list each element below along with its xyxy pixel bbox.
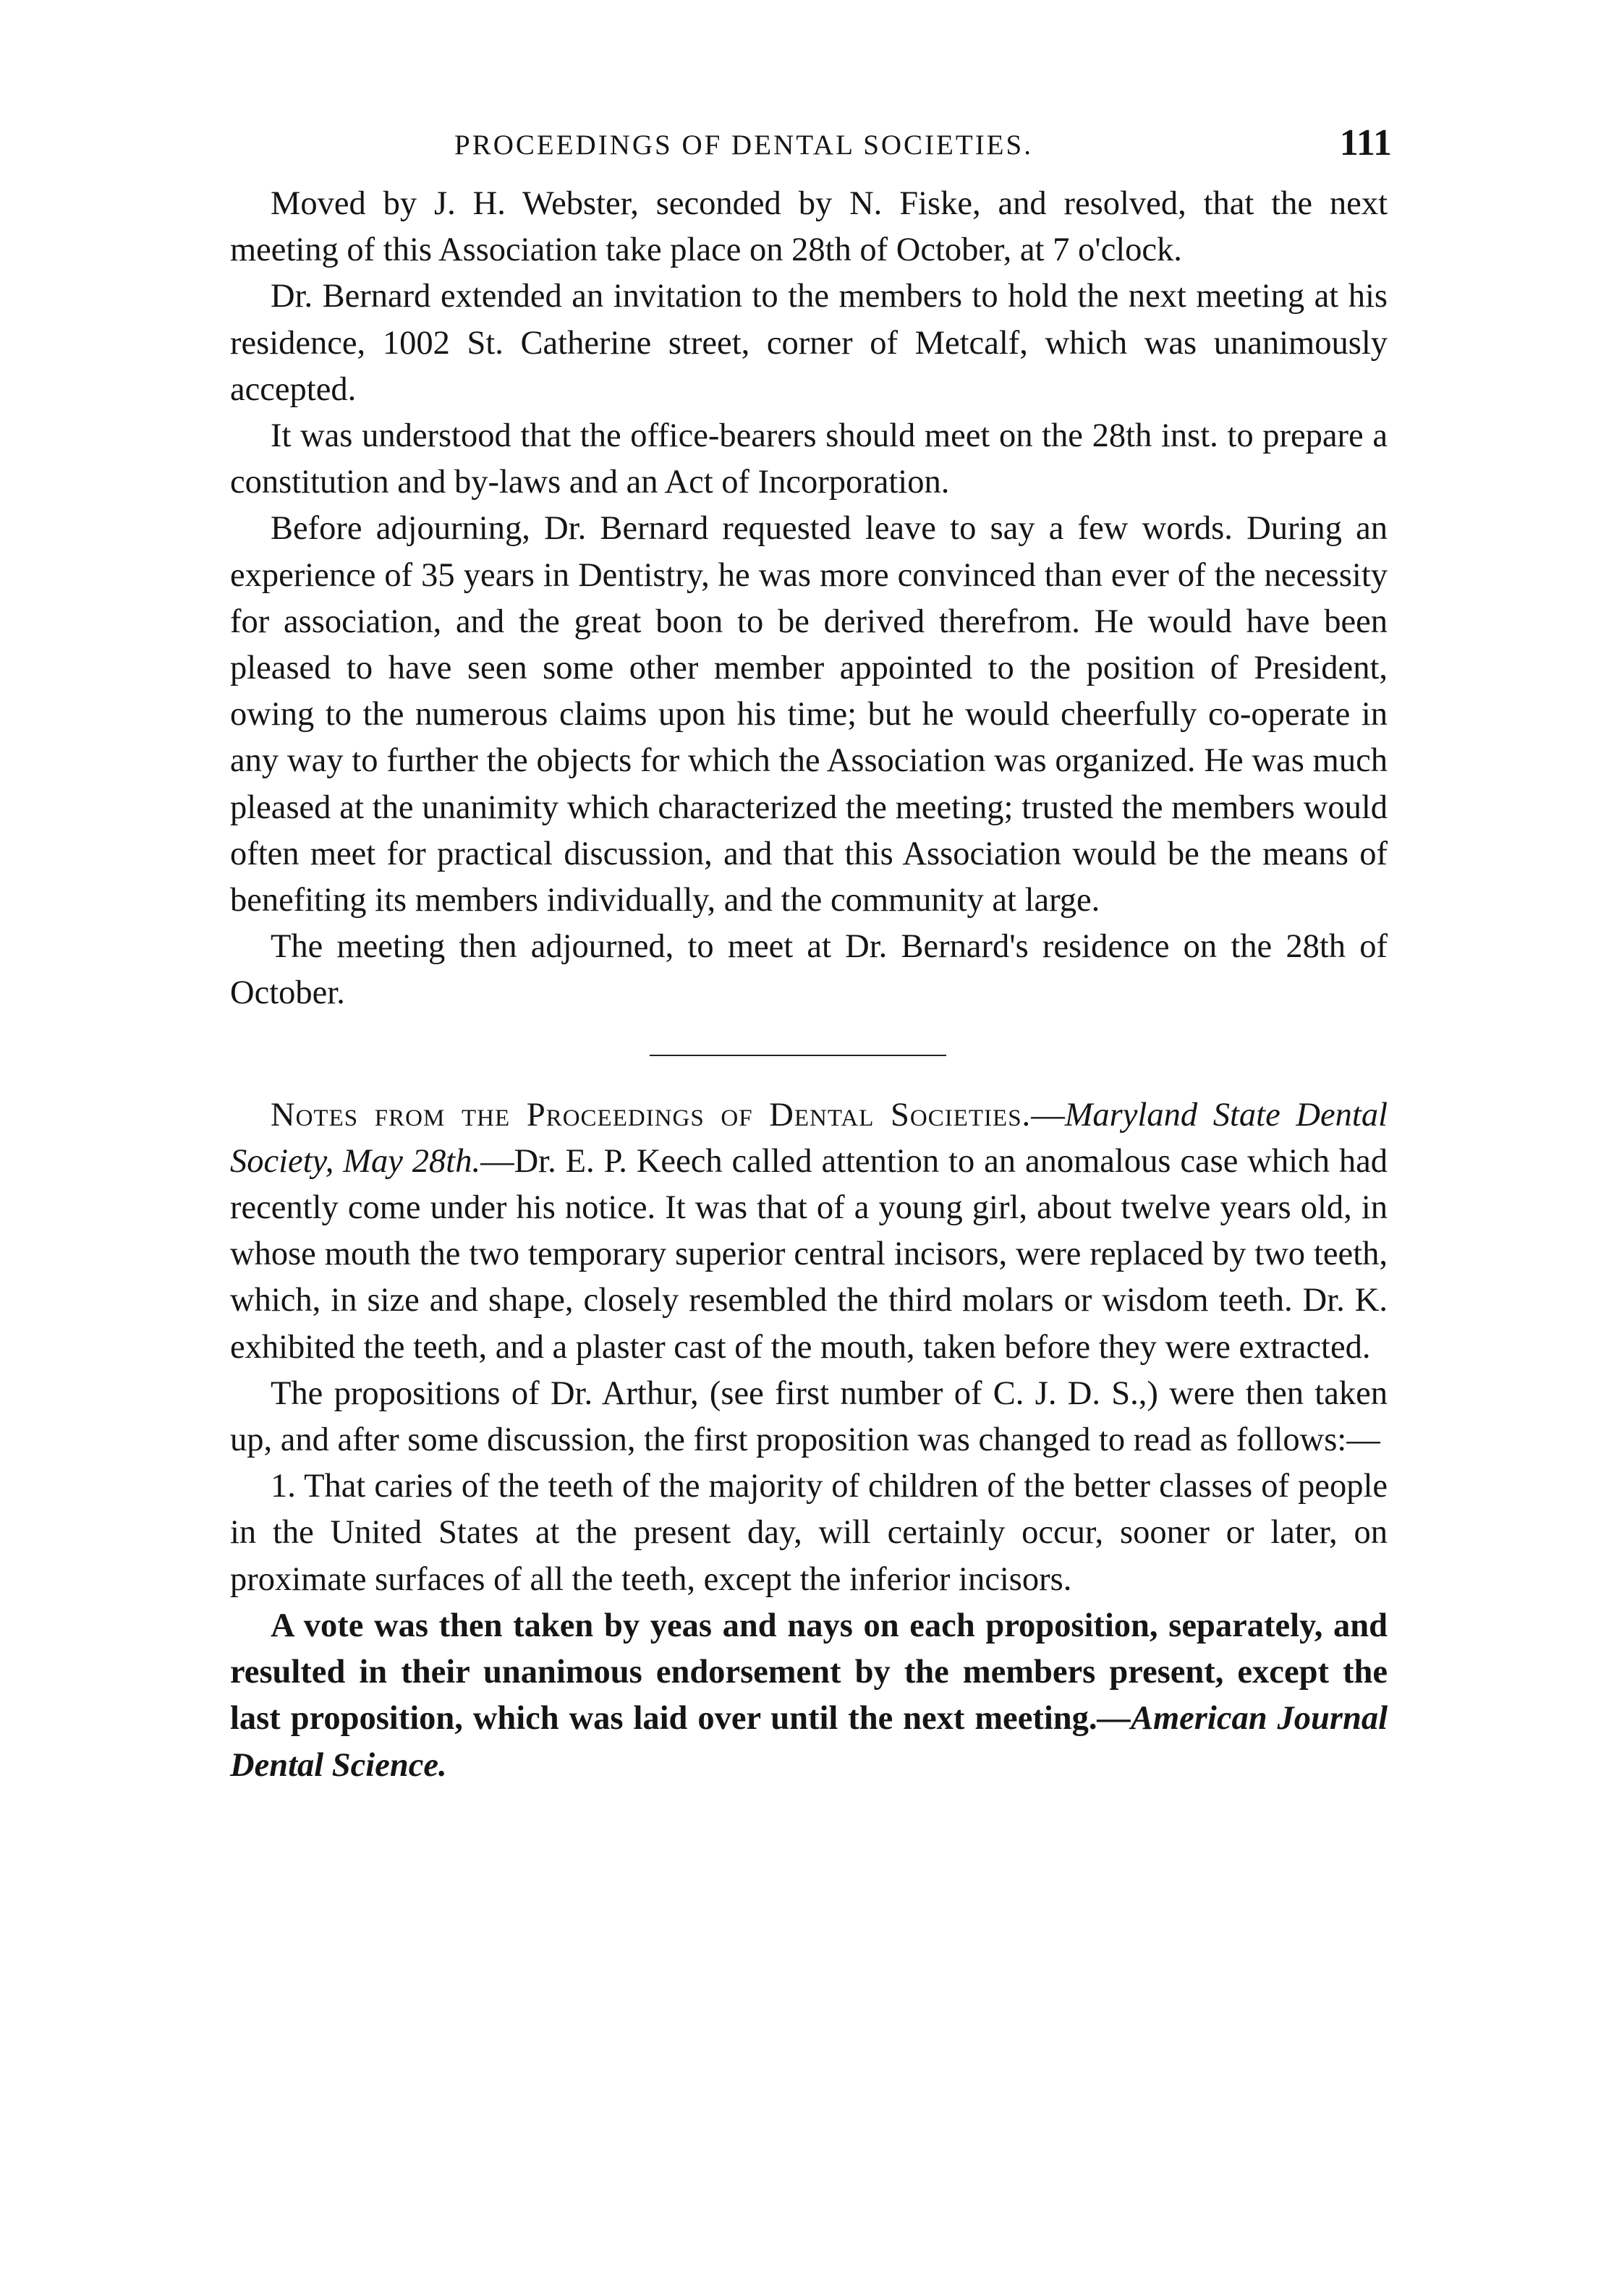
- paragraph-vote: [230, 1603, 1388, 1789]
- paragraph-motion: Moved by J. H. Webster, seconded by N. Fiske, and resolved, that the next meeting of this Association take place on 28th of October, at 7 o'clock.: [230, 185, 1388, 269]
- association-minutes: [230, 181, 1388, 1017]
- page-header: [230, 122, 1392, 181]
- paragraph-proposition-one: 1. That caries of the teeth of the majority of children of the better classes of people in the United States at the present day, will certainly occur, sooner or later, on proximate surfaces of all the teeth, except the inferior incisors.: [230, 1468, 1388, 1598]
- society-name: Maryland State Dental Society, May 28th.: [230, 1096, 1388, 1180]
- notes-intro-text: —Dr. E. P. Keech called attention to an anomalous case which had recently come under his notice. It was that of a young girl, about twelve years old, in whose mouth the two temporary superior central incisors, were replaced by two teeth, which, in size and shape, closely resembled the third molars or wisdom teeth. Dr. K. exhibited the teeth, and a plaster cast of the mouth, taken before they were extracted.: [230, 1142, 1388, 1366]
- running-head: PROCEEDINGS OF DENTAL SOCIETIES.: [454, 129, 1033, 161]
- paragraph-bernard-remarks: Before adjourning, Dr. Bernard requested leave to say a few words. During an experience of 35 years in Dentistry, he was more convinced than ever of the necessity for association, and the great boon to be derived therefrom. He would have been pleased to have seen some other member appointed to the position of President, owing to the numerous claims upon his time; but he would cheerfully co-operate in any way to further the objects for which the Association was organized. He was much pleased at the unanimity which characterized the meeting; trusted the members would often meet for practical discussion, and that this Association would be the means of benefiting its members individually, and the community at large.: [230, 510, 1388, 919]
- notes-section: [230, 1092, 1388, 1789]
- page-number: 111: [1339, 122, 1392, 163]
- paragraph-notes-intro: [230, 1092, 1388, 1371]
- document-page: [230, 122, 1392, 1789]
- paragraph-office-bearers: It was understood that the office-bearers should meet on the 28th inst. to prepare a constitution and by-laws and an Act of Incorporation.: [230, 417, 1388, 501]
- source-citation: —American Journal Dental Science.: [230, 1700, 1388, 1784]
- paragraph-adjournment: The meeting then adjourned, to meet at Dr. Bernard's residence on the 28th of October.: [230, 928, 1388, 1012]
- section-divider: [650, 1055, 946, 1056]
- section-heading: Notes from the Proceedings of Dental Societies.: [271, 1096, 1032, 1134]
- vote-text: A vote was then taken by yeas and nays on each proposition, separately, and resulted in their unanimous endorsement by the members present, except the last proposition, which was laid over until the next meeting.: [230, 1607, 1388, 1738]
- paragraph-invitation: Dr. Bernard extended an invitation to the members to hold the next meeting at his residence, 1002 St. Catherine street, corner of Metcalf, which was unanimously accepted.: [230, 278, 1388, 408]
- heading-dash: —: [1031, 1096, 1065, 1134]
- paragraph-propositions: The propositions of Dr. Arthur, (see first number of C. J. D. S.,) were then taken up, and after some discussion, the first proposition was changed to read as follows:—: [230, 1374, 1388, 1459]
